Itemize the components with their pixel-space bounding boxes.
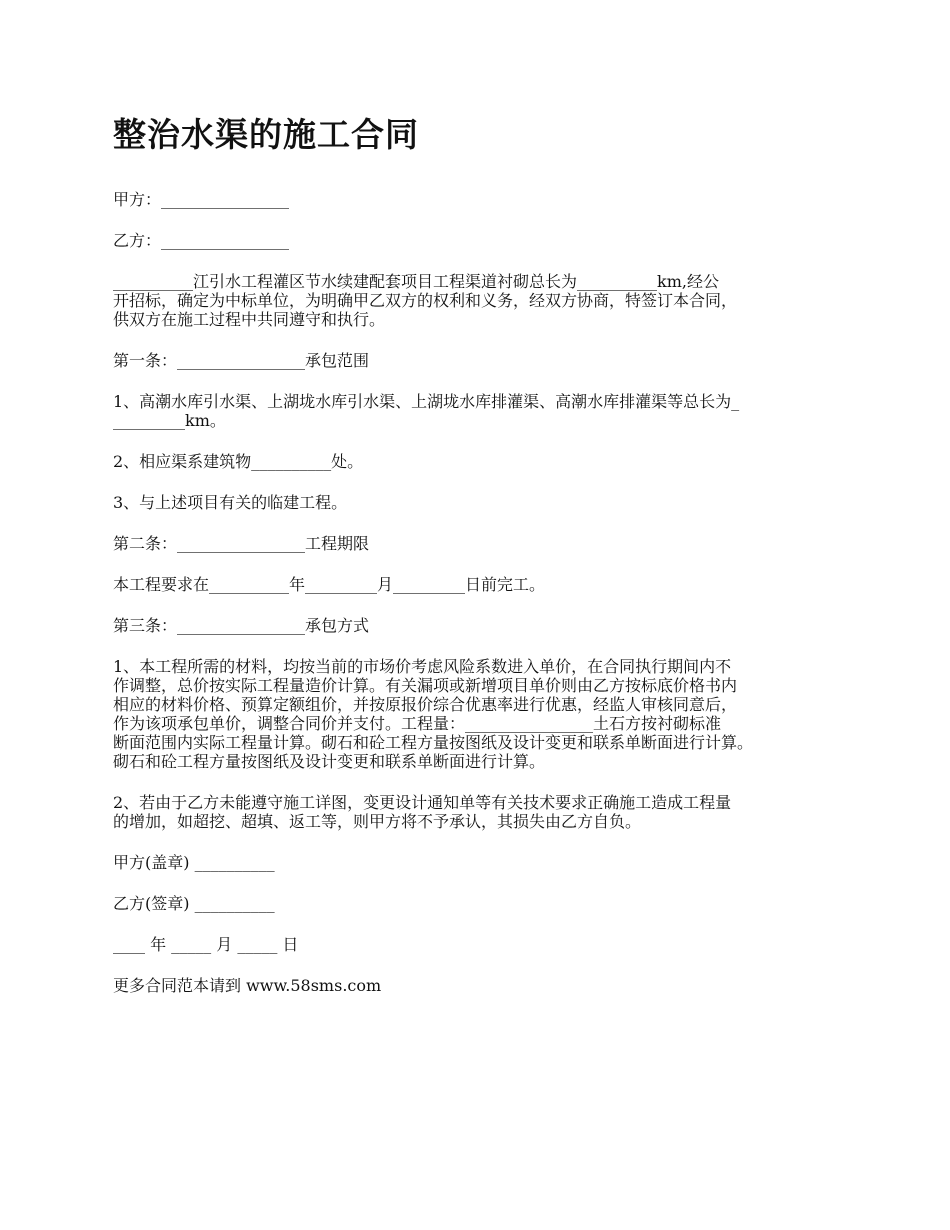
paragraph — [113, 976, 853, 995]
paragraph-line: 甲方(盖章) __________ — [113, 853, 275, 872]
paragraph — [113, 272, 853, 329]
paragraph — [113, 493, 853, 512]
paragraph-line: 第二条：________________工程期限 — [113, 534, 370, 553]
paragraph-line: 甲方：________________ — [113, 190, 290, 209]
paragraph — [113, 351, 853, 370]
document-title: 整治水渠的施工合同 — [113, 115, 419, 154]
paragraph-line: _________km。 — [113, 411, 226, 430]
paragraph-line: 本工程要求在__________年_________月_________日前完工。 — [113, 575, 546, 594]
paragraph-line: 乙方(签章) __________ — [113, 894, 275, 913]
paragraph — [113, 935, 853, 954]
paragraph-line: 2、若由于乙方未能遵守施工详图，变更设计通知单等有关技术要求正确施工造成工程量 — [113, 793, 732, 812]
paragraph — [113, 793, 853, 831]
paragraph — [113, 575, 853, 594]
paragraph-line: 作为该项承包单价，调整合同价并支付。工程量：________________土石方按衬砌标准 — [113, 714, 722, 733]
paragraph — [113, 616, 853, 635]
paragraph — [113, 452, 853, 471]
paragraph-line: 1、本工程所需的材料，均按当前的市场价考虑风险系数进入单价，在合同执行期间内不 — [113, 657, 732, 676]
contract-page — [113, 112, 853, 1017]
paragraph-line: 断面范围内实际工程量计算。砌石和砼工程方量按图纸及设计变更和联系单断面进行计算。 — [113, 733, 754, 752]
paragraph — [113, 853, 853, 872]
paragraph — [113, 894, 853, 913]
document-body — [113, 190, 853, 995]
paragraph-line: 第一条：________________承包范围 — [113, 351, 370, 370]
paragraph-line: 的增加，如超挖、超填、返工等，则甲方将不予承认，其损失由乙方自负。 — [113, 812, 642, 831]
paragraph-line: 相应的材料价格、预算定额组价，并按原报价综合优惠率进行优惠，经监人审核同意后， — [113, 695, 738, 714]
paragraph — [113, 657, 853, 771]
paragraph-line: 供双方在施工过程中共同遵守和执行。 — [113, 310, 386, 329]
paragraph-line: 更多合同范本请到 www.58sms.com — [113, 976, 382, 995]
paragraph — [113, 190, 853, 209]
paragraph-line: 乙方：________________ — [113, 231, 290, 250]
paragraph — [113, 534, 853, 553]
paragraph-line: 砌石和砼工程方量按图纸及设计变更和联系单断面进行计算。 — [113, 752, 546, 771]
paragraph-line: __________江引水工程灌区节水续建配套项目工程渠道衬砌总长为__________km,经公 — [113, 272, 719, 291]
paragraph-line: 作调整，总价按实际工程量造价计算。有关漏项或新增项目单价则由乙方按标底价格书内 — [113, 676, 738, 695]
paragraph-line: 3、与上述项目有关的临建工程。 — [113, 493, 348, 512]
paragraph — [113, 392, 853, 430]
paragraph — [113, 231, 853, 250]
paragraph-line: 第三条：________________承包方式 — [113, 616, 370, 635]
paragraph-line: 1、高潮水库引水渠、上湖垅水库引水渠、上湖垅水库排灌渠、高潮水库排灌渠等总长为_ — [113, 392, 740, 411]
paragraph-line: ____ 年 _____ 月 _____ 日 — [113, 935, 299, 954]
paragraph-line: 2、相应渠系建筑物__________处。 — [113, 452, 364, 471]
paragraph-line: 开招标，确定为中标单位，为明确甲乙双方的权利和义务，经双方协商，特签订本合同， — [113, 291, 738, 310]
